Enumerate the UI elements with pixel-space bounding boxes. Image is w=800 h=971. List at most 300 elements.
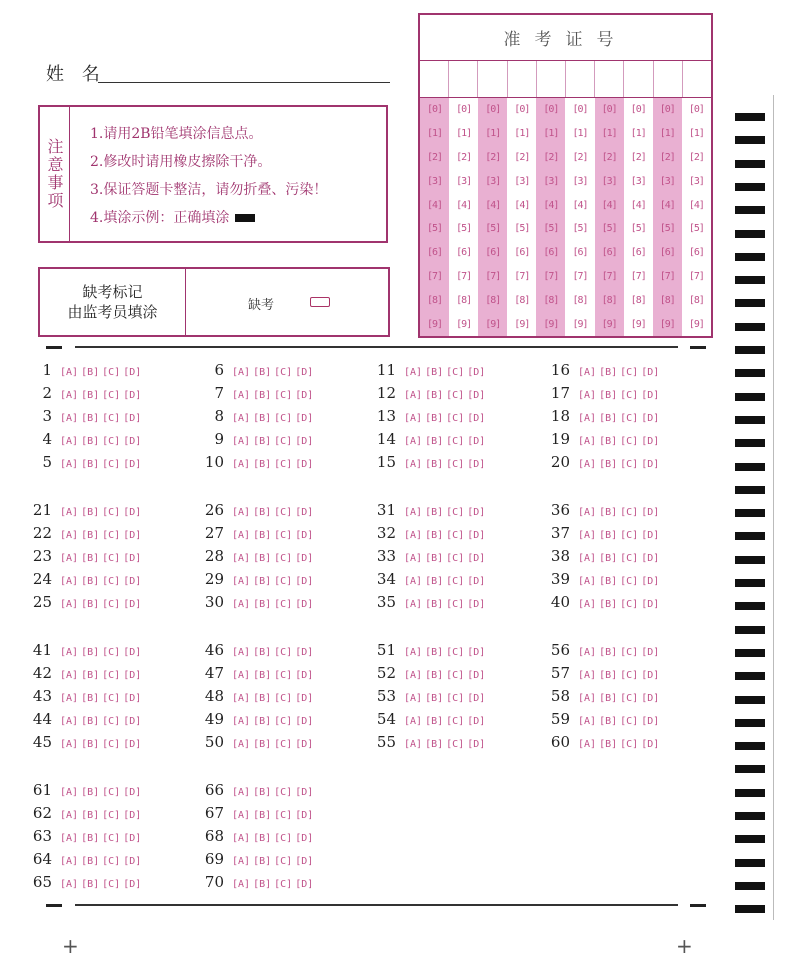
- exam-id-write-cell[interactable]: [420, 61, 449, 97]
- answer-bubble-c[interactable]: [C]: [620, 739, 639, 750]
- exam-id-digit-bubble[interactable]: [6]: [601, 247, 617, 259]
- exam-id-digit-bubble[interactable]: [3]: [688, 175, 704, 187]
- answer-bubble-a[interactable]: [A]: [232, 530, 251, 541]
- answer-bubble-b[interactable]: [B]: [425, 647, 444, 658]
- answer-bubble-d[interactable]: [D]: [295, 390, 314, 401]
- answer-bubble-d[interactable]: [D]: [467, 670, 486, 681]
- answer-bubble-d[interactable]: [D]: [641, 459, 660, 470]
- answer-bubble-b[interactable]: [B]: [599, 390, 618, 401]
- answer-bubble-c[interactable]: [C]: [620, 436, 639, 447]
- exam-id-digit-bubble[interactable]: [3]: [659, 175, 675, 187]
- exam-id-digit-bubble[interactable]: [4]: [601, 199, 617, 211]
- exam-id-digit-bubble[interactable]: [1]: [543, 128, 559, 140]
- answer-bubble-a[interactable]: [A]: [60, 553, 79, 564]
- answer-bubble-b[interactable]: [B]: [81, 459, 100, 470]
- answer-bubble-b[interactable]: [B]: [599, 436, 618, 447]
- answer-bubble-a[interactable]: [A]: [578, 576, 597, 587]
- answer-bubble-b[interactable]: [B]: [599, 576, 618, 587]
- answer-bubble-a[interactable]: [A]: [404, 716, 423, 727]
- answer-bubble-d[interactable]: [D]: [123, 459, 142, 470]
- exam-id-write-cell[interactable]: [595, 61, 624, 97]
- answer-bubble-d[interactable]: [D]: [641, 436, 660, 447]
- answer-bubble-b[interactable]: [B]: [253, 787, 272, 798]
- answer-bubble-a[interactable]: [A]: [404, 693, 423, 704]
- answer-bubble-d[interactable]: [D]: [123, 810, 142, 821]
- answer-bubble-c[interactable]: [C]: [620, 670, 639, 681]
- answer-bubble-a[interactable]: [A]: [60, 787, 79, 798]
- answer-bubble-a[interactable]: [A]: [60, 599, 79, 610]
- answer-bubble-c[interactable]: [C]: [274, 599, 293, 610]
- exam-id-write-cell[interactable]: [654, 61, 683, 97]
- answer-bubble-c[interactable]: [C]: [274, 810, 293, 821]
- answer-bubble-a[interactable]: [A]: [232, 367, 251, 378]
- exam-id-digit-bubble[interactable]: [5]: [485, 223, 501, 235]
- answer-bubble-d[interactable]: [D]: [467, 716, 486, 727]
- answer-bubble-b[interactable]: [B]: [81, 390, 100, 401]
- answer-bubble-a[interactable]: [A]: [60, 810, 79, 821]
- answer-bubble-a[interactable]: [A]: [578, 367, 597, 378]
- answer-bubble-b[interactable]: [B]: [253, 553, 272, 564]
- answer-bubble-a[interactable]: [A]: [232, 459, 251, 470]
- answer-bubble-b[interactable]: [B]: [253, 367, 272, 378]
- answer-bubble-d[interactable]: [D]: [467, 530, 486, 541]
- answer-bubble-d[interactable]: [D]: [123, 647, 142, 658]
- answer-bubble-b[interactable]: [B]: [253, 599, 272, 610]
- answer-bubble-a[interactable]: [A]: [404, 390, 423, 401]
- answer-bubble-d[interactable]: [D]: [467, 459, 486, 470]
- exam-id-digit-bubble[interactable]: [9]: [456, 318, 472, 330]
- exam-id-digit-bubble[interactable]: [8]: [688, 294, 704, 306]
- answer-bubble-d[interactable]: [D]: [295, 716, 314, 727]
- exam-id-digit-bubble[interactable]: [8]: [543, 294, 559, 306]
- answer-bubble-c[interactable]: [C]: [274, 507, 293, 518]
- answer-bubble-b[interactable]: [B]: [81, 553, 100, 564]
- answer-bubble-a[interactable]: [A]: [232, 879, 251, 890]
- answer-bubble-b[interactable]: [B]: [425, 530, 444, 541]
- answer-bubble-a[interactable]: [A]: [404, 413, 423, 424]
- exam-id-digit-bubble[interactable]: [9]: [427, 318, 443, 330]
- answer-bubble-a[interactable]: [A]: [60, 390, 79, 401]
- exam-id-digit-bubble[interactable]: [8]: [427, 294, 443, 306]
- answer-bubble-b[interactable]: [B]: [425, 599, 444, 610]
- answer-bubble-d[interactable]: [D]: [123, 670, 142, 681]
- answer-bubble-b[interactable]: [B]: [253, 530, 272, 541]
- answer-bubble-c[interactable]: [C]: [446, 390, 465, 401]
- answer-bubble-c[interactable]: [C]: [102, 413, 121, 424]
- exam-id-digit-bubble[interactable]: [4]: [630, 199, 646, 211]
- answer-bubble-d[interactable]: [D]: [295, 367, 314, 378]
- exam-id-digit-bubble[interactable]: [4]: [514, 199, 530, 211]
- answer-bubble-a[interactable]: [A]: [60, 716, 79, 727]
- answer-bubble-b[interactable]: [B]: [599, 739, 618, 750]
- answer-bubble-a[interactable]: [A]: [578, 507, 597, 518]
- answer-bubble-d[interactable]: [D]: [123, 576, 142, 587]
- answer-bubble-c[interactable]: [C]: [102, 810, 121, 821]
- exam-id-digit-bubble[interactable]: [9]: [601, 318, 617, 330]
- answer-bubble-d[interactable]: [D]: [641, 530, 660, 541]
- answer-bubble-a[interactable]: [A]: [60, 879, 79, 890]
- exam-id-digit-bubble[interactable]: [3]: [630, 175, 646, 187]
- exam-id-digit-bubble[interactable]: [4]: [456, 199, 472, 211]
- answer-bubble-a[interactable]: [A]: [578, 390, 597, 401]
- answer-bubble-c[interactable]: [C]: [102, 553, 121, 564]
- answer-bubble-d[interactable]: [D]: [641, 739, 660, 750]
- answer-bubble-c[interactable]: [C]: [446, 436, 465, 447]
- answer-bubble-d[interactable]: [D]: [641, 507, 660, 518]
- answer-bubble-b[interactable]: [B]: [81, 879, 100, 890]
- exam-id-digit-bubble[interactable]: [0]: [514, 104, 530, 116]
- exam-id-digit-bubble[interactable]: [1]: [601, 128, 617, 140]
- answer-bubble-d[interactable]: [D]: [123, 716, 142, 727]
- answer-bubble-d[interactable]: [D]: [295, 507, 314, 518]
- exam-id-digit-bubble[interactable]: [7]: [456, 270, 472, 282]
- exam-id-digit-bubble[interactable]: [9]: [485, 318, 501, 330]
- answer-bubble-c[interactable]: [C]: [446, 647, 465, 658]
- answer-bubble-b[interactable]: [B]: [253, 507, 272, 518]
- answer-bubble-c[interactable]: [C]: [620, 390, 639, 401]
- answer-bubble-c[interactable]: [C]: [274, 739, 293, 750]
- exam-id-digit-bubble[interactable]: [6]: [543, 247, 559, 259]
- answer-bubble-a[interactable]: [A]: [404, 459, 423, 470]
- exam-id-digit-bubble[interactable]: [1]: [427, 128, 443, 140]
- answer-bubble-d[interactable]: [D]: [467, 367, 486, 378]
- answer-bubble-a[interactable]: [A]: [60, 833, 79, 844]
- answer-bubble-b[interactable]: [B]: [425, 436, 444, 447]
- answer-bubble-c[interactable]: [C]: [102, 739, 121, 750]
- answer-bubble-c[interactable]: [C]: [446, 459, 465, 470]
- exam-id-digit-bubble[interactable]: [3]: [514, 175, 530, 187]
- answer-bubble-c[interactable]: [C]: [102, 436, 121, 447]
- answer-bubble-a[interactable]: [A]: [404, 647, 423, 658]
- answer-bubble-b[interactable]: [B]: [81, 530, 100, 541]
- exam-id-write-cell[interactable]: [508, 61, 537, 97]
- answer-bubble-a[interactable]: [A]: [232, 716, 251, 727]
- exam-id-digit-bubble[interactable]: [9]: [572, 318, 588, 330]
- exam-id-digit-bubble[interactable]: [2]: [427, 151, 443, 163]
- exam-id-digit-bubble[interactable]: [0]: [659, 104, 675, 116]
- answer-bubble-a[interactable]: [A]: [60, 413, 79, 424]
- exam-id-digit-bubble[interactable]: [0]: [572, 104, 588, 116]
- answer-bubble-a[interactable]: [A]: [578, 553, 597, 564]
- answer-bubble-b[interactable]: [B]: [81, 693, 100, 704]
- answer-bubble-d[interactable]: [D]: [123, 507, 142, 518]
- answer-bubble-a[interactable]: [A]: [578, 413, 597, 424]
- exam-id-digit-bubble[interactable]: [6]: [427, 247, 443, 259]
- answer-bubble-b[interactable]: [B]: [599, 716, 618, 727]
- answer-bubble-d[interactable]: [D]: [295, 553, 314, 564]
- answer-bubble-d[interactable]: [D]: [295, 739, 314, 750]
- answer-bubble-c[interactable]: [C]: [102, 599, 121, 610]
- exam-id-digit-bubble[interactable]: [5]: [659, 223, 675, 235]
- answer-bubble-d[interactable]: [D]: [123, 367, 142, 378]
- answer-bubble-b[interactable]: [B]: [253, 856, 272, 867]
- answer-bubble-a[interactable]: [A]: [232, 576, 251, 587]
- answer-bubble-c[interactable]: [C]: [102, 390, 121, 401]
- answer-bubble-b[interactable]: [B]: [425, 390, 444, 401]
- answer-bubble-b[interactable]: [B]: [425, 739, 444, 750]
- answer-bubble-a[interactable]: [A]: [404, 436, 423, 447]
- exam-id-digit-bubble[interactable]: [8]: [456, 294, 472, 306]
- answer-bubble-b[interactable]: [B]: [253, 693, 272, 704]
- answer-bubble-c[interactable]: [C]: [102, 459, 121, 470]
- exam-id-digit-bubble[interactable]: [5]: [630, 223, 646, 235]
- exam-id-digit-bubble[interactable]: [0]: [456, 104, 472, 116]
- exam-id-digit-bubble[interactable]: [5]: [601, 223, 617, 235]
- exam-id-digit-bubble[interactable]: [2]: [601, 151, 617, 163]
- answer-bubble-c[interactable]: [C]: [446, 367, 465, 378]
- answer-bubble-a[interactable]: [A]: [404, 367, 423, 378]
- answer-bubble-c[interactable]: [C]: [620, 647, 639, 658]
- answer-bubble-c[interactable]: [C]: [274, 367, 293, 378]
- answer-bubble-c[interactable]: [C]: [620, 530, 639, 541]
- exam-id-digit-bubble[interactable]: [9]: [659, 318, 675, 330]
- answer-bubble-c[interactable]: [C]: [620, 413, 639, 424]
- exam-id-write-cell[interactable]: [537, 61, 566, 97]
- answer-bubble-c[interactable]: [C]: [102, 787, 121, 798]
- answer-bubble-a[interactable]: [A]: [232, 810, 251, 821]
- exam-id-digit-bubble[interactable]: [3]: [456, 175, 472, 187]
- answer-bubble-d[interactable]: [D]: [123, 599, 142, 610]
- answer-bubble-b[interactable]: [B]: [425, 670, 444, 681]
- answer-bubble-b[interactable]: [B]: [81, 599, 100, 610]
- answer-bubble-a[interactable]: [A]: [578, 530, 597, 541]
- answer-bubble-a[interactable]: [A]: [578, 647, 597, 658]
- answer-bubble-a[interactable]: [A]: [232, 739, 251, 750]
- answer-bubble-a[interactable]: [A]: [578, 739, 597, 750]
- answer-bubble-a[interactable]: [A]: [232, 436, 251, 447]
- answer-bubble-a[interactable]: [A]: [232, 413, 251, 424]
- answer-bubble-c[interactable]: [C]: [620, 716, 639, 727]
- answer-bubble-a[interactable]: [A]: [578, 599, 597, 610]
- answer-bubble-a[interactable]: [A]: [60, 507, 79, 518]
- answer-bubble-d[interactable]: [D]: [467, 576, 486, 587]
- exam-id-digit-bubble[interactable]: [7]: [572, 270, 588, 282]
- answer-bubble-d[interactable]: [D]: [295, 693, 314, 704]
- answer-bubble-d[interactable]: [D]: [295, 647, 314, 658]
- answer-bubble-b[interactable]: [B]: [425, 507, 444, 518]
- answer-bubble-d[interactable]: [D]: [295, 670, 314, 681]
- exam-id-digit-bubble[interactable]: [2]: [514, 151, 530, 163]
- exam-id-digit-bubble[interactable]: [8]: [485, 294, 501, 306]
- answer-bubble-c[interactable]: [C]: [274, 390, 293, 401]
- answer-bubble-c[interactable]: [C]: [446, 716, 465, 727]
- answer-bubble-d[interactable]: [D]: [641, 413, 660, 424]
- exam-id-digit-bubble[interactable]: [6]: [485, 247, 501, 259]
- answer-bubble-c[interactable]: [C]: [274, 833, 293, 844]
- answer-bubble-a[interactable]: [A]: [232, 833, 251, 844]
- answer-bubble-b[interactable]: [B]: [599, 670, 618, 681]
- answer-bubble-a[interactable]: [A]: [60, 436, 79, 447]
- exam-id-digit-bubble[interactable]: [7]: [485, 270, 501, 282]
- answer-bubble-a[interactable]: [A]: [60, 739, 79, 750]
- answer-bubble-d[interactable]: [D]: [295, 436, 314, 447]
- exam-id-digit-bubble[interactable]: [1]: [630, 128, 646, 140]
- answer-bubble-d[interactable]: [D]: [467, 553, 486, 564]
- exam-id-digit-bubble[interactable]: [7]: [601, 270, 617, 282]
- exam-id-digit-bubble[interactable]: [9]: [514, 318, 530, 330]
- exam-id-digit-bubble[interactable]: [0]: [630, 104, 646, 116]
- answer-bubble-a[interactable]: [A]: [404, 739, 423, 750]
- answer-bubble-b[interactable]: [B]: [599, 599, 618, 610]
- answer-bubble-c[interactable]: [C]: [620, 693, 639, 704]
- exam-id-write-cell[interactable]: [566, 61, 595, 97]
- exam-id-digit-bubble[interactable]: [2]: [456, 151, 472, 163]
- exam-id-digit-bubble[interactable]: [5]: [427, 223, 443, 235]
- answer-bubble-d[interactable]: [D]: [295, 787, 314, 798]
- answer-bubble-c[interactable]: [C]: [274, 553, 293, 564]
- answer-bubble-d[interactable]: [D]: [467, 413, 486, 424]
- exam-id-digit-bubble[interactable]: [1]: [572, 128, 588, 140]
- exam-id-digit-bubble[interactable]: [6]: [572, 247, 588, 259]
- answer-bubble-a[interactable]: [A]: [232, 507, 251, 518]
- answer-bubble-c[interactable]: [C]: [620, 576, 639, 587]
- exam-id-digit-bubble[interactable]: [7]: [688, 270, 704, 282]
- answer-bubble-c[interactable]: [C]: [620, 507, 639, 518]
- answer-bubble-d[interactable]: [D]: [295, 459, 314, 470]
- exam-id-digit-bubble[interactable]: [0]: [601, 104, 617, 116]
- exam-id-digit-bubble[interactable]: [1]: [659, 128, 675, 140]
- answer-bubble-c[interactable]: [C]: [102, 833, 121, 844]
- exam-id-digit-bubble[interactable]: [4]: [427, 199, 443, 211]
- answer-bubble-d[interactable]: [D]: [123, 739, 142, 750]
- exam-id-digit-bubble[interactable]: [7]: [630, 270, 646, 282]
- exam-id-digit-bubble[interactable]: [6]: [456, 247, 472, 259]
- answer-bubble-a[interactable]: [A]: [232, 390, 251, 401]
- answer-bubble-b[interactable]: [B]: [81, 787, 100, 798]
- answer-bubble-a[interactable]: [A]: [404, 507, 423, 518]
- answer-bubble-c[interactable]: [C]: [102, 716, 121, 727]
- exam-id-digit-bubble[interactable]: [6]: [688, 247, 704, 259]
- exam-id-write-cell[interactable]: [624, 61, 653, 97]
- answer-bubble-b[interactable]: [B]: [253, 833, 272, 844]
- exam-id-digit-bubble[interactable]: [4]: [543, 199, 559, 211]
- answer-bubble-b[interactable]: [B]: [253, 436, 272, 447]
- answer-bubble-d[interactable]: [D]: [123, 553, 142, 564]
- answer-bubble-a[interactable]: [A]: [60, 856, 79, 867]
- answer-bubble-a[interactable]: [A]: [404, 530, 423, 541]
- answer-bubble-b[interactable]: [B]: [253, 716, 272, 727]
- exam-id-digit-bubble[interactable]: [8]: [572, 294, 588, 306]
- answer-bubble-b[interactable]: [B]: [81, 810, 100, 821]
- answer-bubble-a[interactable]: [A]: [60, 693, 79, 704]
- answer-bubble-c[interactable]: [C]: [446, 693, 465, 704]
- answer-bubble-c[interactable]: [C]: [446, 507, 465, 518]
- answer-bubble-b[interactable]: [B]: [253, 413, 272, 424]
- answer-bubble-d[interactable]: [D]: [641, 670, 660, 681]
- exam-id-digit-bubble[interactable]: [0]: [688, 104, 704, 116]
- answer-bubble-a[interactable]: [A]: [404, 576, 423, 587]
- answer-bubble-c[interactable]: [C]: [102, 530, 121, 541]
- answer-bubble-b[interactable]: [B]: [599, 459, 618, 470]
- answer-bubble-b[interactable]: [B]: [425, 367, 444, 378]
- answer-bubble-c[interactable]: [C]: [102, 856, 121, 867]
- answer-bubble-d[interactable]: [D]: [641, 647, 660, 658]
- exam-id-digit-bubble[interactable]: [3]: [485, 175, 501, 187]
- answer-bubble-d[interactable]: [D]: [641, 553, 660, 564]
- answer-bubble-a[interactable]: [A]: [232, 787, 251, 798]
- answer-bubble-b[interactable]: [B]: [81, 856, 100, 867]
- answer-bubble-a[interactable]: [A]: [578, 436, 597, 447]
- exam-id-digit-bubble[interactable]: [0]: [543, 104, 559, 116]
- answer-bubble-b[interactable]: [B]: [253, 576, 272, 587]
- answer-bubble-b[interactable]: [B]: [81, 413, 100, 424]
- exam-id-digit-bubble[interactable]: [8]: [514, 294, 530, 306]
- answer-bubble-a[interactable]: [A]: [60, 367, 79, 378]
- exam-id-digit-bubble[interactable]: [9]: [543, 318, 559, 330]
- answer-bubble-c[interactable]: [C]: [274, 413, 293, 424]
- answer-bubble-d[interactable]: [D]: [641, 390, 660, 401]
- exam-id-digit-bubble[interactable]: [4]: [572, 199, 588, 211]
- answer-bubble-b[interactable]: [B]: [425, 576, 444, 587]
- answer-bubble-c[interactable]: [C]: [102, 670, 121, 681]
- answer-bubble-b[interactable]: [B]: [81, 670, 100, 681]
- answer-bubble-d[interactable]: [D]: [467, 390, 486, 401]
- answer-bubble-b[interactable]: [B]: [253, 459, 272, 470]
- answer-bubble-b[interactable]: [B]: [81, 576, 100, 587]
- answer-bubble-c[interactable]: [C]: [620, 599, 639, 610]
- answer-bubble-d[interactable]: [D]: [295, 879, 314, 890]
- answer-bubble-a[interactable]: [A]: [60, 670, 79, 681]
- exam-id-digit-bubble[interactable]: [4]: [659, 199, 675, 211]
- answer-bubble-d[interactable]: [D]: [641, 576, 660, 587]
- answer-bubble-c[interactable]: [C]: [274, 459, 293, 470]
- answer-bubble-d[interactable]: [D]: [123, 390, 142, 401]
- answer-bubble-b[interactable]: [B]: [253, 810, 272, 821]
- answer-bubble-c[interactable]: [C]: [620, 367, 639, 378]
- answer-bubble-a[interactable]: [A]: [404, 670, 423, 681]
- exam-id-digit-bubble[interactable]: [1]: [514, 128, 530, 140]
- answer-bubble-d[interactable]: [D]: [123, 856, 142, 867]
- answer-bubble-a[interactable]: [A]: [578, 716, 597, 727]
- exam-id-digit-bubble[interactable]: [0]: [427, 104, 443, 116]
- answer-bubble-b[interactable]: [B]: [425, 553, 444, 564]
- answer-bubble-c[interactable]: [C]: [102, 576, 121, 587]
- answer-bubble-c[interactable]: [C]: [274, 856, 293, 867]
- answer-bubble-b[interactable]: [B]: [81, 716, 100, 727]
- exam-id-digit-bubble[interactable]: [7]: [543, 270, 559, 282]
- exam-id-digit-bubble[interactable]: [7]: [427, 270, 443, 282]
- answer-bubble-c[interactable]: [C]: [446, 739, 465, 750]
- exam-id-digit-bubble[interactable]: [7]: [659, 270, 675, 282]
- exam-id-digit-bubble[interactable]: [5]: [543, 223, 559, 235]
- exam-id-digit-bubble[interactable]: [9]: [688, 318, 704, 330]
- answer-bubble-b[interactable]: [B]: [425, 459, 444, 470]
- answer-bubble-a[interactable]: [A]: [60, 647, 79, 658]
- answer-bubble-d[interactable]: [D]: [123, 413, 142, 424]
- answer-bubble-d[interactable]: [D]: [467, 599, 486, 610]
- answer-bubble-d[interactable]: [D]: [295, 599, 314, 610]
- answer-bubble-d[interactable]: [D]: [467, 507, 486, 518]
- answer-bubble-b[interactable]: [B]: [253, 647, 272, 658]
- exam-id-write-cell[interactable]: [683, 61, 711, 97]
- exam-id-digit-bubble[interactable]: [8]: [630, 294, 646, 306]
- answer-bubble-a[interactable]: [A]: [232, 856, 251, 867]
- answer-bubble-b[interactable]: [B]: [81, 647, 100, 658]
- exam-id-digit-bubble[interactable]: [1]: [688, 128, 704, 140]
- absent-bubble[interactable]: [310, 297, 330, 307]
- exam-id-digit-bubble[interactable]: [2]: [543, 151, 559, 163]
- exam-id-digit-bubble[interactable]: [7]: [514, 270, 530, 282]
- answer-bubble-d[interactable]: [D]: [295, 810, 314, 821]
- answer-bubble-c[interactable]: [C]: [102, 507, 121, 518]
- exam-id-digit-bubble[interactable]: [5]: [688, 223, 704, 235]
- answer-bubble-a[interactable]: [A]: [578, 670, 597, 681]
- exam-id-digit-bubble[interactable]: [5]: [572, 223, 588, 235]
- answer-bubble-a[interactable]: [A]: [60, 459, 79, 470]
- answer-bubble-c[interactable]: [C]: [102, 693, 121, 704]
- answer-bubble-c[interactable]: [C]: [446, 670, 465, 681]
- answer-bubble-b[interactable]: [B]: [425, 413, 444, 424]
